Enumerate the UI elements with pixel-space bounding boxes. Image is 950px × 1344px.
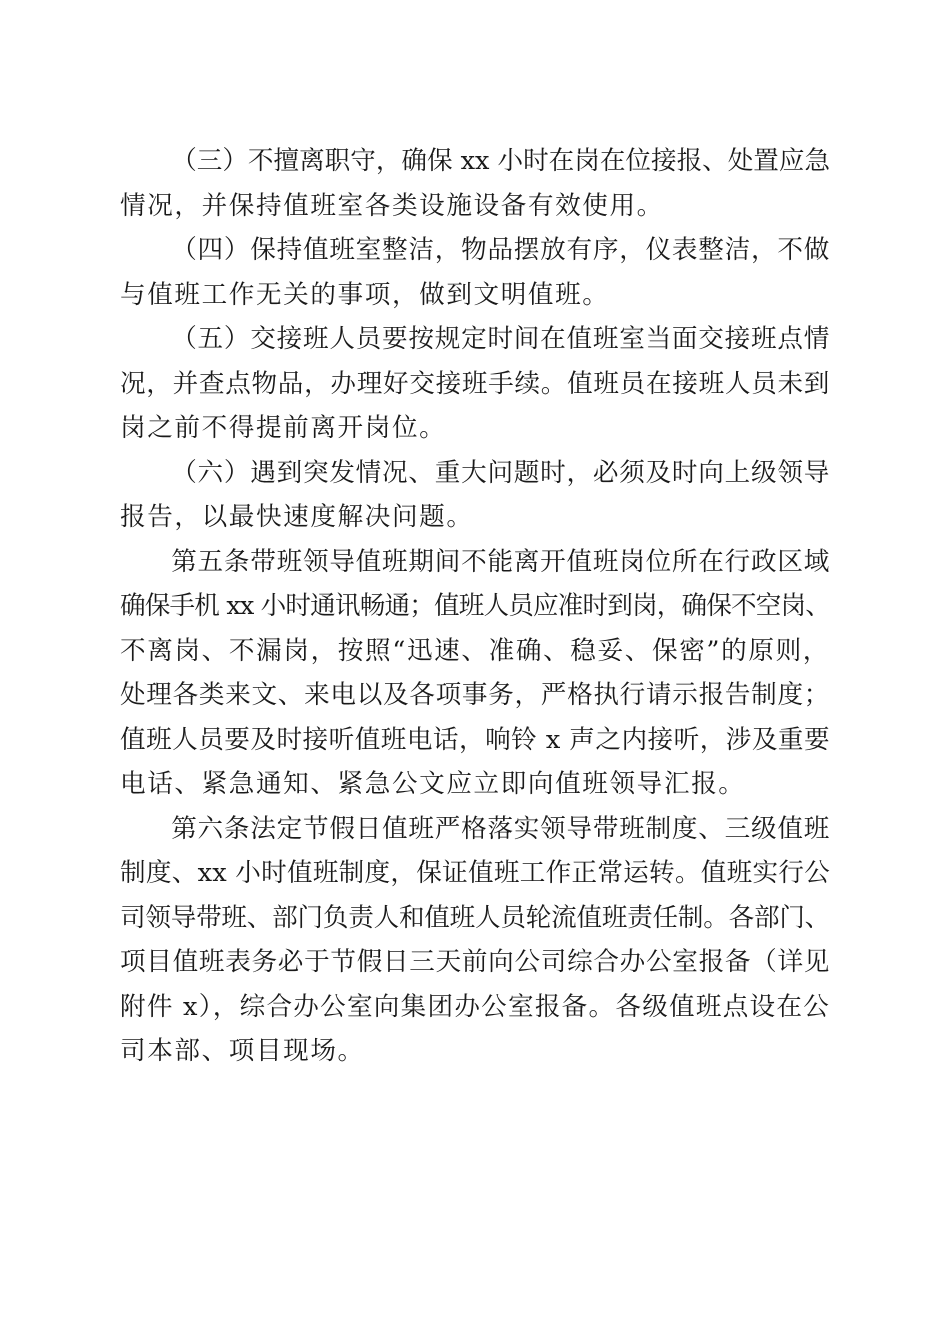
text-line: 第五条带班领导值班期间不能离开值班岗位所在行政区域 [171, 546, 830, 577]
text-line: 不离岗、不漏岗，按照“迅速、准确、稳妥、保密”的原则， [120, 635, 830, 666]
document-body [120, 139, 830, 1074]
text-line: 制度、xx 小时值班制度，保证值班工作正常运转。值班实行公 [120, 858, 830, 888]
paragraph-article-6 [120, 807, 830, 1074]
paragraph-duty-5 [120, 317, 830, 451]
text-line: 电话、紧急通知、紧急公文应立即向值班领导汇报。 [120, 769, 746, 799]
text-line: （四）保持值班室整洁，物品摆放有序，仪表整洁，不做 [171, 235, 830, 265]
paragraph-duty-3 [120, 139, 830, 228]
text-line: 况，并查点物品，办理好交接班手续。值班员在接班人员未到 [120, 368, 830, 399]
text-line: 司本部、项目现场。 [120, 1036, 365, 1066]
text-line: 与值班工作无关的事项，做到文明值班。 [120, 279, 610, 310]
paragraph-article-5 [120, 540, 830, 807]
text-line: 第六条法定节假日值班严格落实领导带班制度、三级值班 [171, 813, 830, 844]
text-line: 附件 x），综合办公室向集团办公室报备。各级值班点设在公 [120, 991, 830, 1022]
text-line: （三）不擅离职守，确保 xx 小时在岗在位接报、处置应急 [171, 146, 830, 176]
text-line: 情况，并保持值班室各类设施设备有效使用。 [120, 190, 664, 221]
text-line: 岗之前不得提前离开岗位。 [120, 413, 447, 443]
text-line: 报告，以最快速度解决问题。 [120, 502, 474, 532]
paragraph-duty-4 [120, 228, 830, 317]
text-line: 司领导带班、部门负责人和值班人员轮流值班责任制。各部门、 [120, 902, 830, 933]
text-line: （六）遇到突发情况、重大问题时，必须及时向上级领导 [171, 457, 830, 488]
text-line: 值班人员要及时接听值班电话，响铃 x 声之内接听，涉及重要 [120, 724, 830, 755]
text-line: （五）交接班人员要按规定时间在值班室当面交接班点情 [171, 324, 830, 354]
text-line: 确保手机 xx 小时通讯畅通；值班人员应准时到岗，确保不空岗、 [120, 591, 830, 621]
text-line: 项目值班表务必于节假日三天前向公司综合办公室报备（详见 [120, 947, 830, 977]
paragraph-duty-6 [120, 451, 830, 540]
text-line: 处理各类来文、来电以及各项事务，严格执行请示报告制度； [120, 680, 830, 710]
